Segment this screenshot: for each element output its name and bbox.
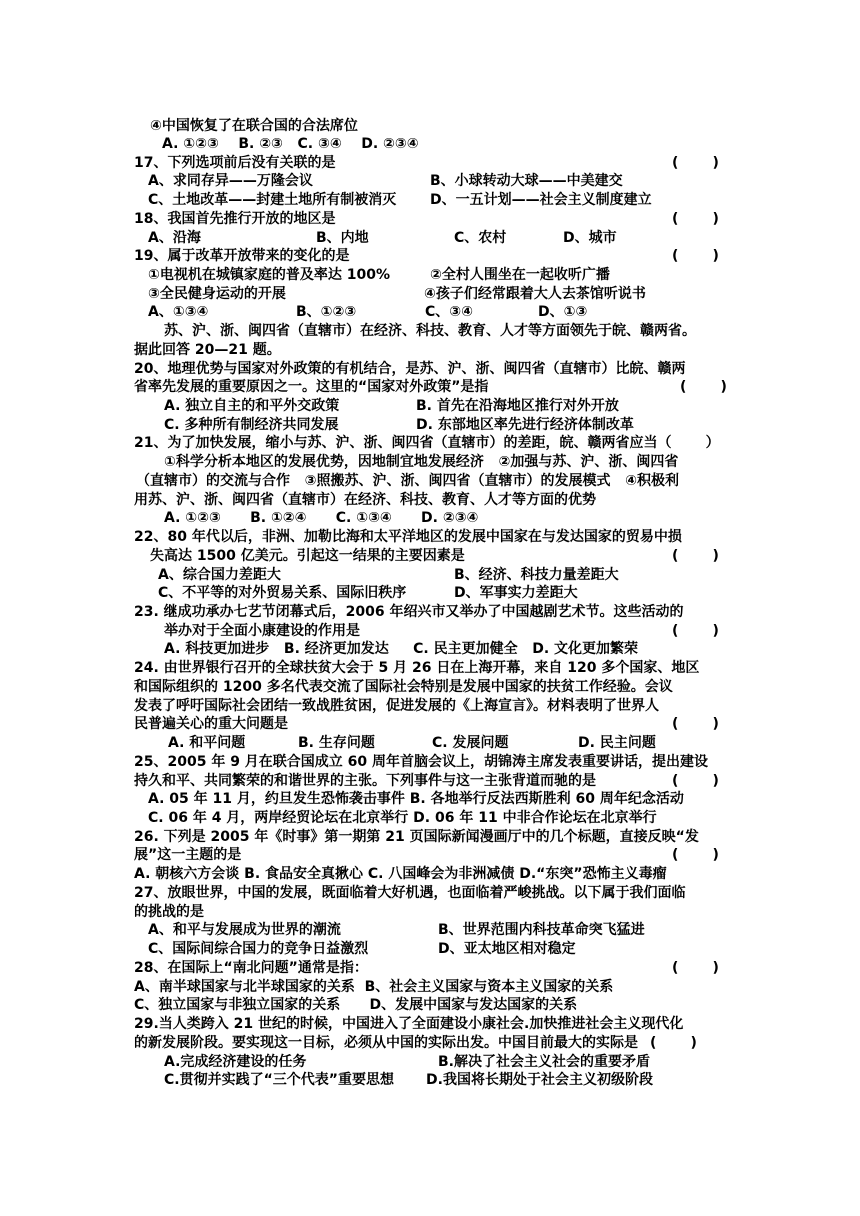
q22-option-a: A、综合国力差距大 <box>158 567 281 583</box>
q19-item-1: ①电视机在城镇家庭的普及率达 100% <box>148 267 390 283</box>
q25-stem-line1: 25、2005 年 9 月在联合国成立 60 周年首脑会议上，胡锦涛主席发表重要讲话，提出建设 <box>134 754 709 770</box>
q19-stem: 19、属于改革开放带来的变化的是 <box>134 248 350 264</box>
q27-option-b: B、世界范围内科技革命突飞猛进 <box>438 922 645 938</box>
q28-answer-blank: ( ) <box>672 960 719 976</box>
q17-stem: 17、下列选项前后没有关联的是 <box>134 155 336 171</box>
q18-option-c: C、农村 <box>454 230 507 246</box>
q29-answer-blank: ( ) <box>650 1035 697 1051</box>
q29-option-d: D.我国将长期处于社会主义初级阶段 <box>426 1072 653 1088</box>
q24-option-b: B. 生存问题 <box>298 735 375 751</box>
q19-item-2: ②全村人围坐在一起收听广播 <box>430 267 610 283</box>
q27-option-a: A、和平与发展成为世界的潮流 <box>148 922 341 938</box>
q21-items-line2: （直辖市）的交流与合作 ③照搬苏、沪、浙、闽四省（直辖市）的发展模式 ④积极利 <box>136 473 679 489</box>
q21-items-line1: ①科学分析本地区的发展优势，因地制宜地发展经济 ②加强与苏、沪、浙、闽四省 <box>164 454 679 470</box>
q24-option-d: D. 民主问题 <box>578 735 656 751</box>
q24-stem-line3: 发表了呼吁国际社会团结一致战胜贫困，促进发展的《上海宣言》。材料表明了世界人 <box>134 698 659 714</box>
q17-answer-blank: ( ) <box>672 155 719 171</box>
q21-stem: 21、为了加快发展，缩小与苏、沪、浙、闽四省（直辖市）的差距，皖、赣两省应当（ ） <box>134 435 720 451</box>
q29-option-b: B.解决了社会主义社会的重要矛盾 <box>438 1054 650 1070</box>
q19-item-4: ④孩子们经常跟着大人去茶馆听说书 <box>424 286 646 302</box>
q26-answer-blank: ( ) <box>672 847 719 863</box>
q22-option-d: D、军事实力差距大 <box>454 585 578 601</box>
q18-option-a: A、沿海 <box>148 230 201 246</box>
q22-stem-line2: 失高达 1500 亿美元。引起这一结果的主要因素是 <box>150 548 465 564</box>
q18-stem: 18、我国首先推行开放的地区是 <box>134 211 336 227</box>
q18-option-d: D、城市 <box>563 230 617 246</box>
q22-answer-blank: ( ) <box>672 548 719 564</box>
q29-option-a: A.完成经济建设的任务 <box>164 1054 307 1070</box>
passage-20-21-line2: 据此回答 20—21 题。 <box>134 342 281 358</box>
q23-stem-line1: 23. 继成功承办七艺节闭幕式后，2006 年绍兴市又举办了中国越剧艺术节。这些活动的 <box>134 604 684 620</box>
q17-option-b: B、小球转动大球——中美建交 <box>430 173 623 189</box>
q18-option-b: B、内地 <box>316 230 369 246</box>
q20-option-a: A. 独立自主的和平外交政策 <box>164 398 340 414</box>
q28-options-ab: A、南半球国家与北半球国家的关系 B、社会主义国家与资本主义国家的关系 <box>134 979 614 995</box>
q25-options-ab: A. 05 年 11 月，约旦发生恐怖袭击事件 B. 各地举行反法西斯胜利 60 周年纪念活动 <box>148 791 684 807</box>
q20-option-c: C. 多种所有制经济共同发展 <box>164 417 339 433</box>
q26-stem-line2: 展”这一主题的是 <box>134 847 242 863</box>
q19-option-d: D、①③ <box>538 304 588 320</box>
q26-stem-line1: 26. 下列是 2005 年《时事》第一期第 21 页国际新闻漫画厅中的几个标题，直接反映“发 <box>134 829 699 845</box>
q16-item-4: ④中国恢复了在联合国的合法席位 <box>150 118 358 134</box>
q27-stem-line1: 27、放眼世界，中国的发展，既面临着大好机遇，也面临着严峻挑战。以下属于我们面临 <box>134 885 686 901</box>
q17-option-d: D、一五计划——社会主义制度建立 <box>430 192 652 208</box>
q24-option-a: A. 和平问题 <box>168 735 246 751</box>
q23-stem-line2: 举办对于全面小康建设的作用是 <box>164 623 360 639</box>
q19-item-3: ③全民健身运动的开展 <box>148 286 286 302</box>
q20-stem-line2: 省率先发展的重要原因之一。这里的“国家对外政策”是指 <box>134 379 489 395</box>
q24-stem-line2: 和国际组织的 1200 多名代表交流了国际社会特别是发展中国家的扶贫工作经验。会议 <box>134 679 673 695</box>
q27-stem-line2: 的挑战的是 <box>134 904 204 920</box>
q24-answer-blank: ( ) <box>672 716 719 732</box>
q19-option-a: A、①③④ <box>148 304 209 320</box>
q20-answer-blank: ( ) <box>680 379 727 395</box>
q25-answer-blank: ( ) <box>672 773 719 789</box>
q21-options: A. ①②③ B. ①②④ C. ①③④ D. ②③④ <box>164 510 479 526</box>
q23-answer-blank: ( ) <box>672 623 719 639</box>
q28-options-cd: C、独立国家与非独立国家的关系 D、发展中国家与发达国家的关系 <box>134 997 578 1013</box>
q24-stem-line1: 24. 由世界银行召开的全球扶贫大会于 5 月 26 日在上海开幕，来自 120 多个国家、地区 <box>134 660 700 676</box>
q24-stem-line4: 民普遍关心的重大问题是 <box>134 716 288 732</box>
q29-stem-line1: 29.当人类跨入 21 世纪的时候，中国进入了全面建设小康社会.加快推进社会主义现代化 <box>134 1016 684 1032</box>
q20-option-b: B. 首先在沿海地区推行对外开放 <box>416 398 619 414</box>
q23-options: A. 科技更加进步 B. 经济更加发达 C. 民主更加健全 D. 文化更加繁荣 <box>164 641 639 657</box>
q29-stem-line2: 的新发展阶段。要实现这一目标，必须从中国的实际出发。中国目前最大的实际是 <box>134 1035 638 1051</box>
q21-items-line3: 用苏、沪、浙、闽四省（直辖市）在经济、科技、教育、人才等方面的优势 <box>134 492 596 508</box>
q25-stem-line2: 持久和平、共同繁荣的和谐世界的主张。下列事件与这一主张背道而驰的是 <box>134 773 596 789</box>
q19-option-b: B、①②③ <box>296 304 357 320</box>
q17-option-a: A、求同存异——万隆会议 <box>148 173 313 189</box>
q25-options-cd: C. 06 年 4 月，两岸经贸论坛在北京举行 D. 06 年 11 中非合作论坛在北京举行 <box>148 810 657 826</box>
q27-option-c: C、国际间综合国力的竞争日益激烈 <box>148 941 369 957</box>
q16-options: A. ①②③ B. ②③ C. ③④ D. ②③④ <box>162 136 419 152</box>
q27-option-d: D、亚太地区相对稳定 <box>438 941 576 957</box>
passage-20-21-line1: 苏、沪、浙、闽四省（直辖市）在经济、科技、教育、人才等方面领先于皖、赣两省。 <box>164 323 696 339</box>
q24-option-c: C. 发展问题 <box>432 735 509 751</box>
q20-option-d: D. 东部地区率先进行经济体制改革 <box>416 417 634 433</box>
q22-option-c: C、不平等的对外贸易关系、国际旧秩序 <box>158 585 407 601</box>
q17-option-c: C、土地改革——封建土地所有制被消灭 <box>148 192 397 208</box>
q26-options: A. 朝核六方会谈 B. 食品安全真揪心 C. 八国峰会为非洲减债 D.“东突”恐怖主义毒瘤 <box>134 866 667 882</box>
q18-answer-blank: ( ) <box>672 211 719 227</box>
q22-option-b: B、经济、科技力量差距大 <box>454 567 619 583</box>
q19-option-c: C、③④ <box>425 304 473 320</box>
q22-stem-line1: 22、80 年代以后，非洲、加勒比海和太平洋地区的发展中国家在与发达国家的贸易中损 <box>134 529 682 545</box>
q28-stem: 28、在国际上“南北问题”通常是指： <box>134 960 368 976</box>
q19-answer-blank: ( ) <box>672 248 719 264</box>
q20-stem-line1: 20、地理优势与国家对外政策的有机结合，是苏、沪、浙、闽四省（直辖市）比皖、赣两 <box>134 361 686 377</box>
q29-option-c: C.贯彻并实践了“三个代表”重要思想 <box>164 1072 394 1088</box>
